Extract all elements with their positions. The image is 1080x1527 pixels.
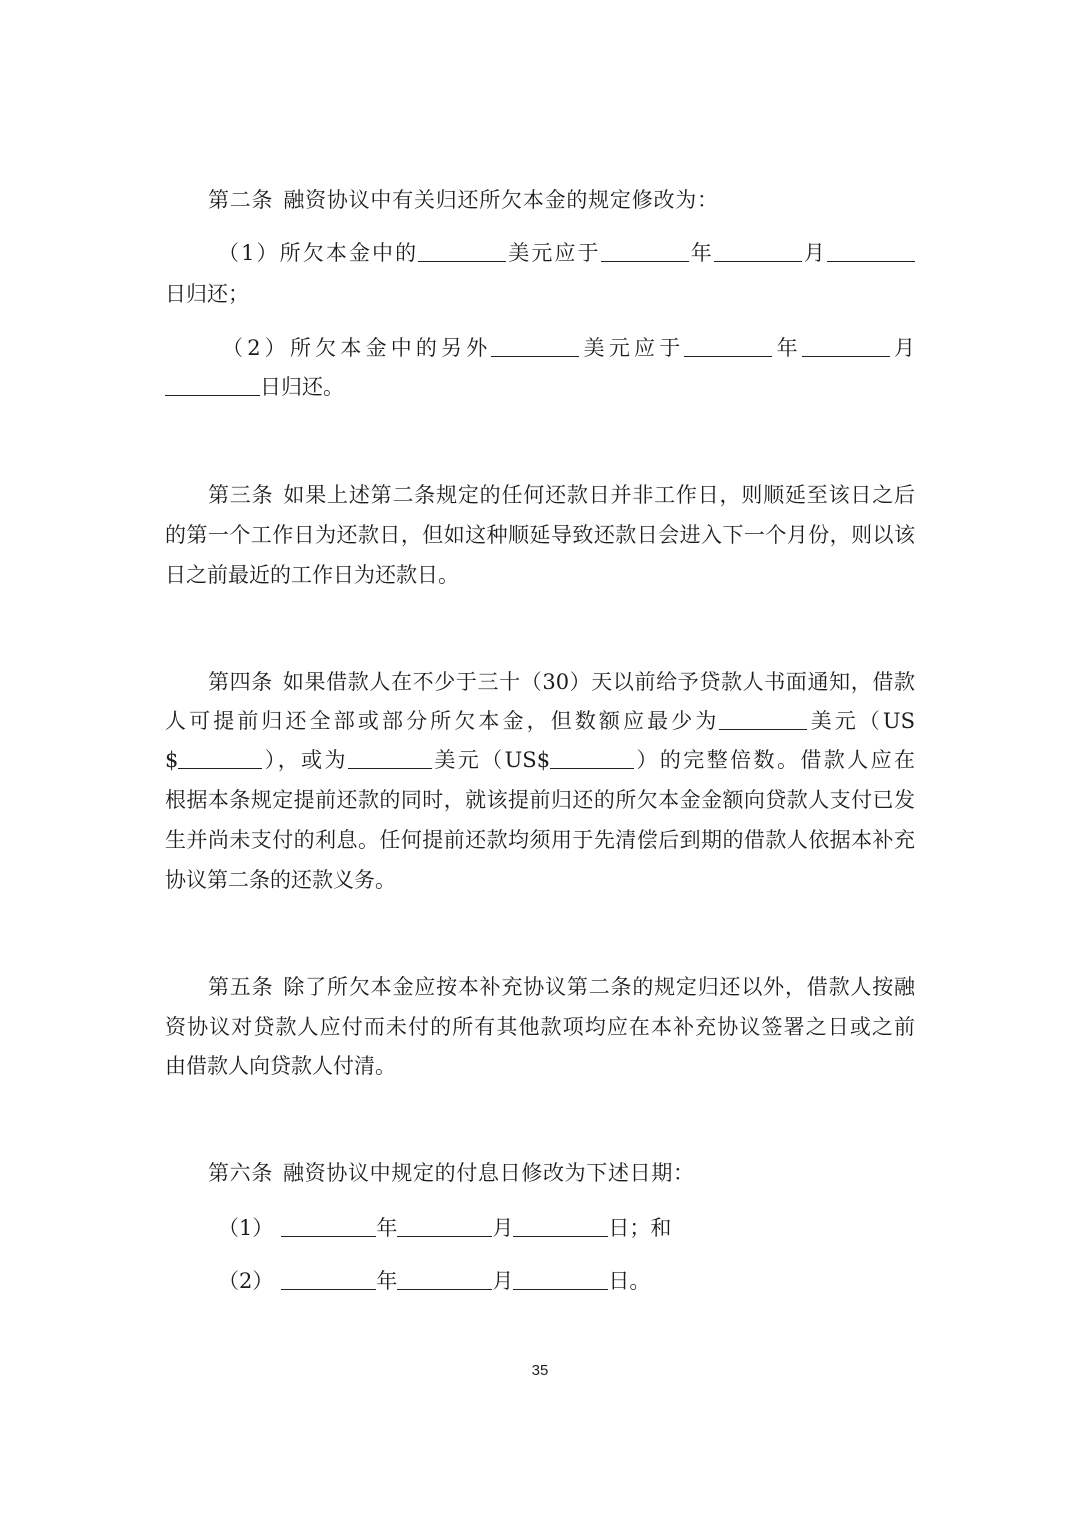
article-5-line-3 — [165, 1053, 396, 1079]
article-4-line-3 — [165, 747, 915, 773]
paragraph-text: 美元（US$ — [431, 748, 551, 772]
blank-field-usd-minimum — [178, 750, 262, 769]
item-text: 年 — [772, 336, 802, 360]
blank-field-amount — [491, 338, 579, 357]
item-label: （1） — [218, 241, 280, 265]
article-5-heading: 第五条 — [208, 975, 274, 999]
item-text: 月 — [889, 336, 916, 360]
article-4-line-2 — [165, 708, 915, 734]
article-3-line-1 — [208, 482, 915, 508]
item-text: 年 — [376, 1269, 398, 1293]
article-2-item-2-line — [222, 335, 915, 361]
article-2-heading: 第二条 — [208, 188, 274, 212]
paragraph-text: 资协议对贷款人应付而未付的所有其他款项均应在本补充协议签署之日或之前 — [165, 1015, 915, 1039]
blank-field-usd-multiple — [550, 750, 634, 769]
item-text: 日。 — [608, 1269, 651, 1293]
paragraph-text: 的第一个工作日为还款日，但如这种顺延导致还款日会进入下一个月份，则以该 — [165, 523, 915, 547]
item-text: 日归还； — [165, 282, 249, 306]
blank-field-month — [714, 243, 802, 262]
article-2-item-1-line — [218, 240, 915, 266]
article-3-line-3 — [165, 562, 459, 588]
paragraph-text: 如果借款人在不少于三十（30）天以前给予贷款人书面通知，借款 — [282, 670, 915, 694]
paragraph-text: 人可提前归还全部或部分所欠本金，但数额应最少为 — [165, 709, 720, 733]
item-label: （2） — [218, 1269, 274, 1293]
blank-field-day — [827, 243, 915, 262]
article-2-intro: 融资协议中有关归还所欠本金的规定修改为： — [283, 188, 719, 212]
article-4-line-4 — [165, 787, 915, 813]
paragraph-text: 如果上述第二条规定的任何还款日并非工作日，则顺延至该日之后 — [283, 483, 915, 507]
paragraph-text: 生并尚未支付的利息。任何提前还款均须用于先清偿后到期的借款人依据本补充 — [165, 828, 915, 852]
blank-field-year — [281, 1218, 376, 1237]
blank-field-year — [281, 1271, 376, 1290]
item-text: 美元应于 — [506, 241, 601, 265]
article-6-intro-line — [208, 1160, 694, 1186]
page-number: 35 — [531, 1362, 549, 1379]
article-4-heading: 第四条 — [208, 670, 273, 694]
blank-field-month — [397, 1271, 492, 1290]
paragraph-text: 除了所欠本金应按本补充协议第二条的规定归还以外，借款人按融 — [283, 975, 915, 999]
paragraph-text: 美元（US — [807, 709, 915, 733]
item-label: （2） — [222, 336, 290, 360]
item-text: 月 — [492, 1269, 514, 1293]
article-4-line-5 — [165, 827, 915, 853]
item-text: 所欠本金中的 — [279, 241, 419, 265]
article-6-intro: 融资协议中规定的付息日修改为下述日期： — [283, 1161, 694, 1185]
article-6-item-1-line — [218, 1215, 671, 1241]
blank-field-day — [165, 377, 260, 396]
blank-field-multiple-amount — [348, 750, 432, 769]
paragraph-text: 日之前最近的工作日为还款日。 — [165, 563, 459, 587]
item-text: 日；和 — [608, 1216, 672, 1240]
paragraph-text: 由借款人向贷款人付清。 — [165, 1054, 396, 1078]
article-5-line-1 — [208, 974, 915, 1000]
paragraph-text: 协议第二条的还款义务。 — [165, 868, 396, 892]
item-text: 月 — [492, 1216, 514, 1240]
paragraph-text: ）的完整倍数。借款人应在 — [634, 748, 916, 772]
blank-field-amount — [418, 243, 506, 262]
blank-field-month — [397, 1218, 492, 1237]
blank-field-year — [684, 338, 772, 357]
item-label: （1） — [218, 1216, 274, 1240]
item-text: 年 — [376, 1216, 398, 1240]
article-4-line-1 — [208, 669, 915, 695]
paragraph-text: $ — [165, 748, 179, 772]
blank-field-minimum-amount — [719, 711, 807, 730]
blank-field-month — [802, 338, 890, 357]
item-text: 所欠本金中的另外 — [289, 336, 492, 360]
article-2-intro-line — [208, 187, 718, 213]
item-text: 月 — [801, 241, 828, 265]
article-6-item-2-line — [218, 1268, 650, 1294]
article-3-heading: 第三条 — [208, 483, 274, 507]
item-text: 年 — [688, 241, 714, 265]
article-4-line-6 — [165, 867, 396, 893]
paragraph-text: ），或为 — [262, 748, 348, 772]
article-3-line-2 — [165, 522, 915, 548]
article-6-heading: 第六条 — [208, 1161, 273, 1185]
article-2-item-1-end-line — [165, 281, 249, 307]
blank-field-year — [601, 243, 689, 262]
paragraph-text: 根据本条规定提前还款的同时，就该提前归还的所欠本金金额向贷款人支付已发 — [165, 788, 915, 812]
blank-field-day — [513, 1218, 608, 1237]
blank-field-day — [513, 1271, 608, 1290]
article-5-line-2 — [165, 1014, 915, 1040]
item-text: 美元应于 — [579, 336, 685, 360]
article-2-item-2-end-line — [165, 374, 344, 400]
item-text: 日归还。 — [260, 375, 344, 399]
